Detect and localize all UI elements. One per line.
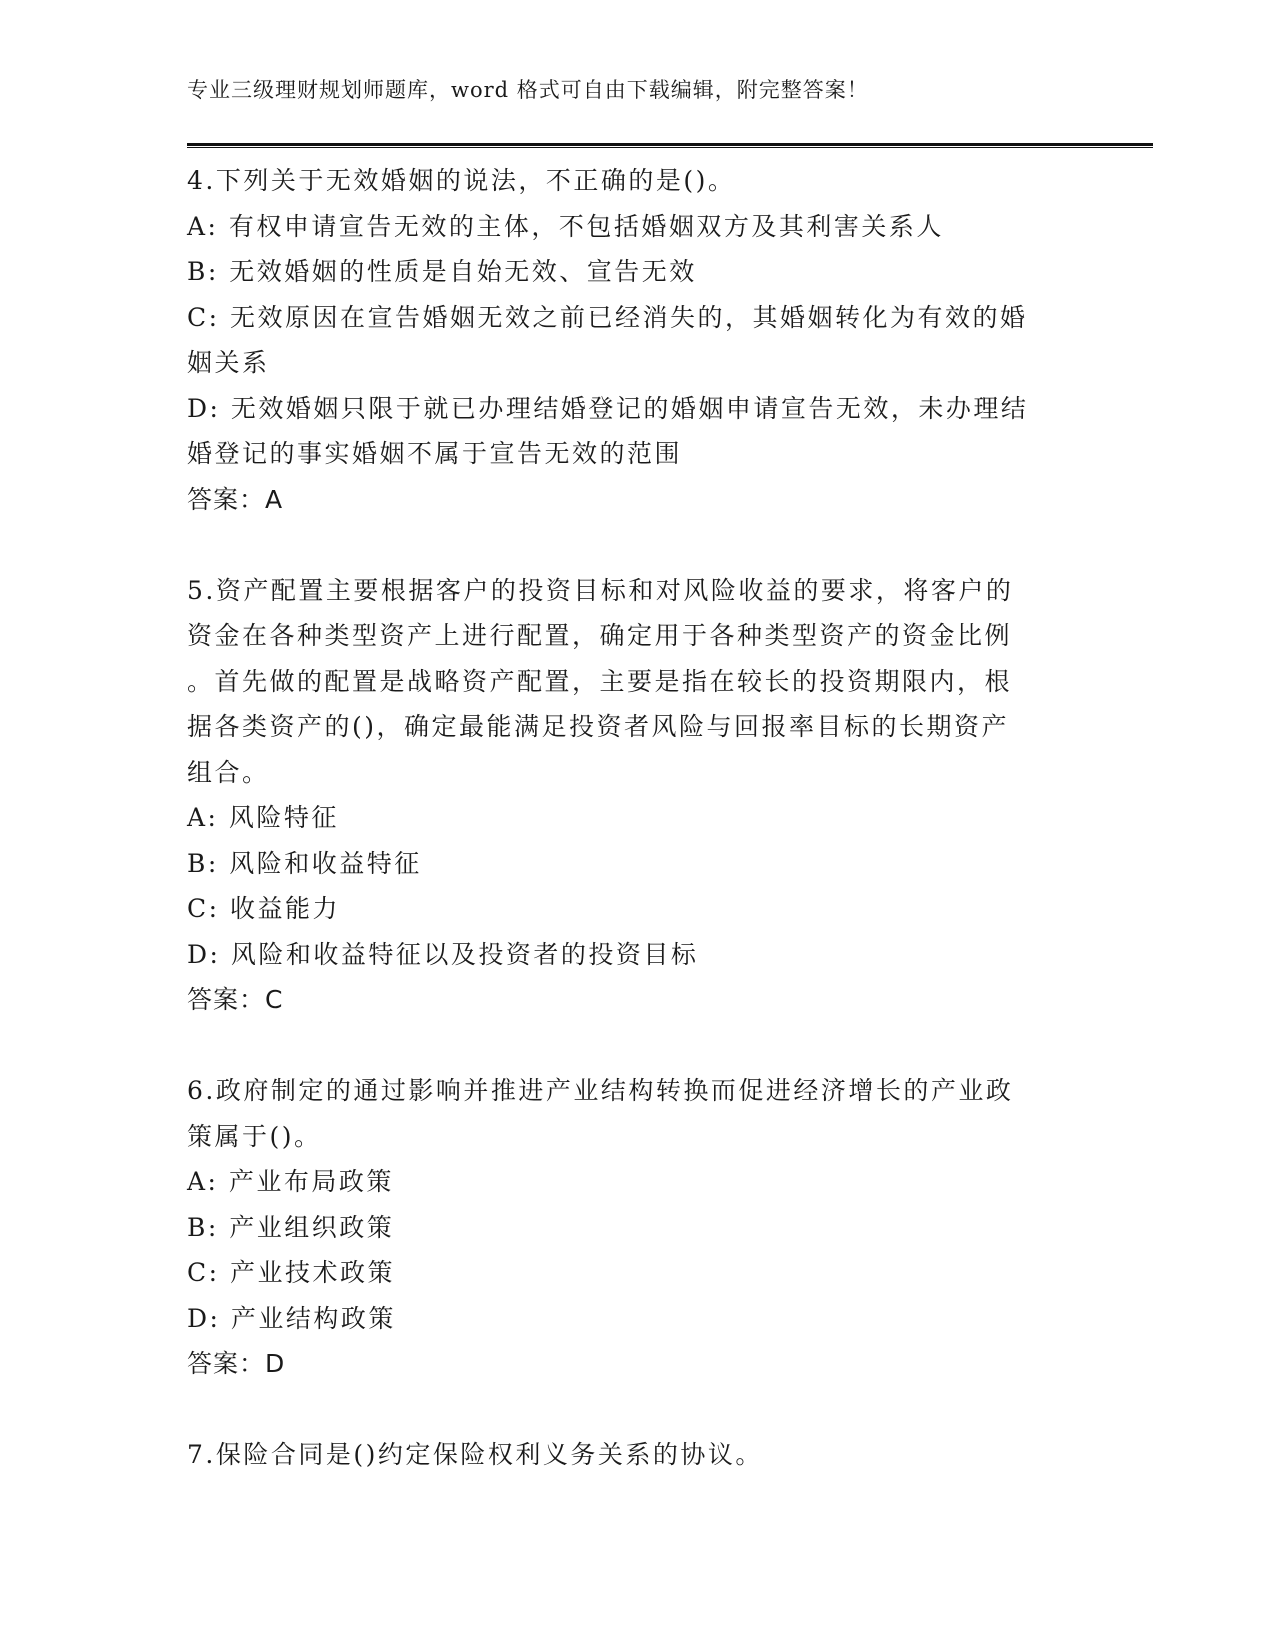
spacer <box>187 522 1087 568</box>
option-a: A: 风险特征 <box>187 803 339 832</box>
option-d: D: 产业结构政策 <box>187 1303 396 1333</box>
spacer <box>187 1387 1087 1433</box>
question-5 <box>187 568 1087 1023</box>
question-stem-continued: 策属于()。 <box>187 1121 322 1151</box>
question-stem-continued: 。首先做的配置是战略资产配置，主要是指在较长的投资期限内，根 <box>187 666 1013 696</box>
option-b: B: 无效婚姻的性质是自始无效、宣告无效 <box>187 257 697 286</box>
question-list <box>187 158 1087 1478</box>
question-7 <box>187 1432 1087 1478</box>
question-stem: 4.下列关于无效婚姻的说法，不正确的是()。 <box>187 166 736 195</box>
question-stem-continued: 资金在各种类型资产上进行配置，确定用于各种类型资产的资金比例 <box>187 621 1013 650</box>
question-stem-continued: 据各类资产的()，确定最能满足投资者风险与回报率目标的长期资产 <box>187 712 1010 741</box>
option-d-continued: 婚登记的事实婚姻不属于宣告无效的范围 <box>187 439 683 468</box>
option-c: C: 产业技术政策 <box>187 1258 395 1287</box>
answer-label: 答案：D <box>187 1349 286 1378</box>
option-b: B: 产业组织政策 <box>187 1212 395 1242</box>
option-c: C: 无效原因在宣告婚姻无效之前已经消失的，其婚姻转化为有效的婚 <box>187 302 1028 332</box>
spacer <box>187 1023 1087 1069</box>
question-stem: 5.资产配置主要根据客户的投资目标和对风险收益的要求，将客户的 <box>187 575 1014 605</box>
option-b: B: 风险和收益特征 <box>187 848 422 878</box>
question-stem-continued: 组合。 <box>187 757 270 787</box>
question-6 <box>187 1068 1087 1387</box>
option-a: A: 有权申请宣告无效的主体，不包括婚姻双方及其利害关系人 <box>187 211 944 241</box>
page-header: 专业三级理财规划师题库，word 格式可自由下载编辑，附完整答案！ <box>187 78 869 102</box>
answer-label: 答案：C <box>187 985 284 1014</box>
question-stem: 7.保险合同是()约定保险权利义务关系的协议。 <box>187 1440 763 1469</box>
question-4 <box>187 158 1087 522</box>
option-d: D: 无效婚姻只限于就已办理结婚登记的婚姻申请宣告无效，未办理结 <box>187 393 1029 423</box>
answer-label: 答案：A <box>187 484 284 514</box>
option-c-continued: 姻关系 <box>187 348 270 377</box>
option-c: C: 收益能力 <box>187 894 340 923</box>
option-d: D: 风险和收益特征以及投资者的投资目标 <box>187 939 699 969</box>
question-stem: 6.政府制定的通过影响并推进产业结构转换而促进经济增长的产业政 <box>187 1076 1014 1105</box>
option-a: A: 产业布局政策 <box>187 1167 394 1196</box>
header-divider <box>187 143 1153 148</box>
